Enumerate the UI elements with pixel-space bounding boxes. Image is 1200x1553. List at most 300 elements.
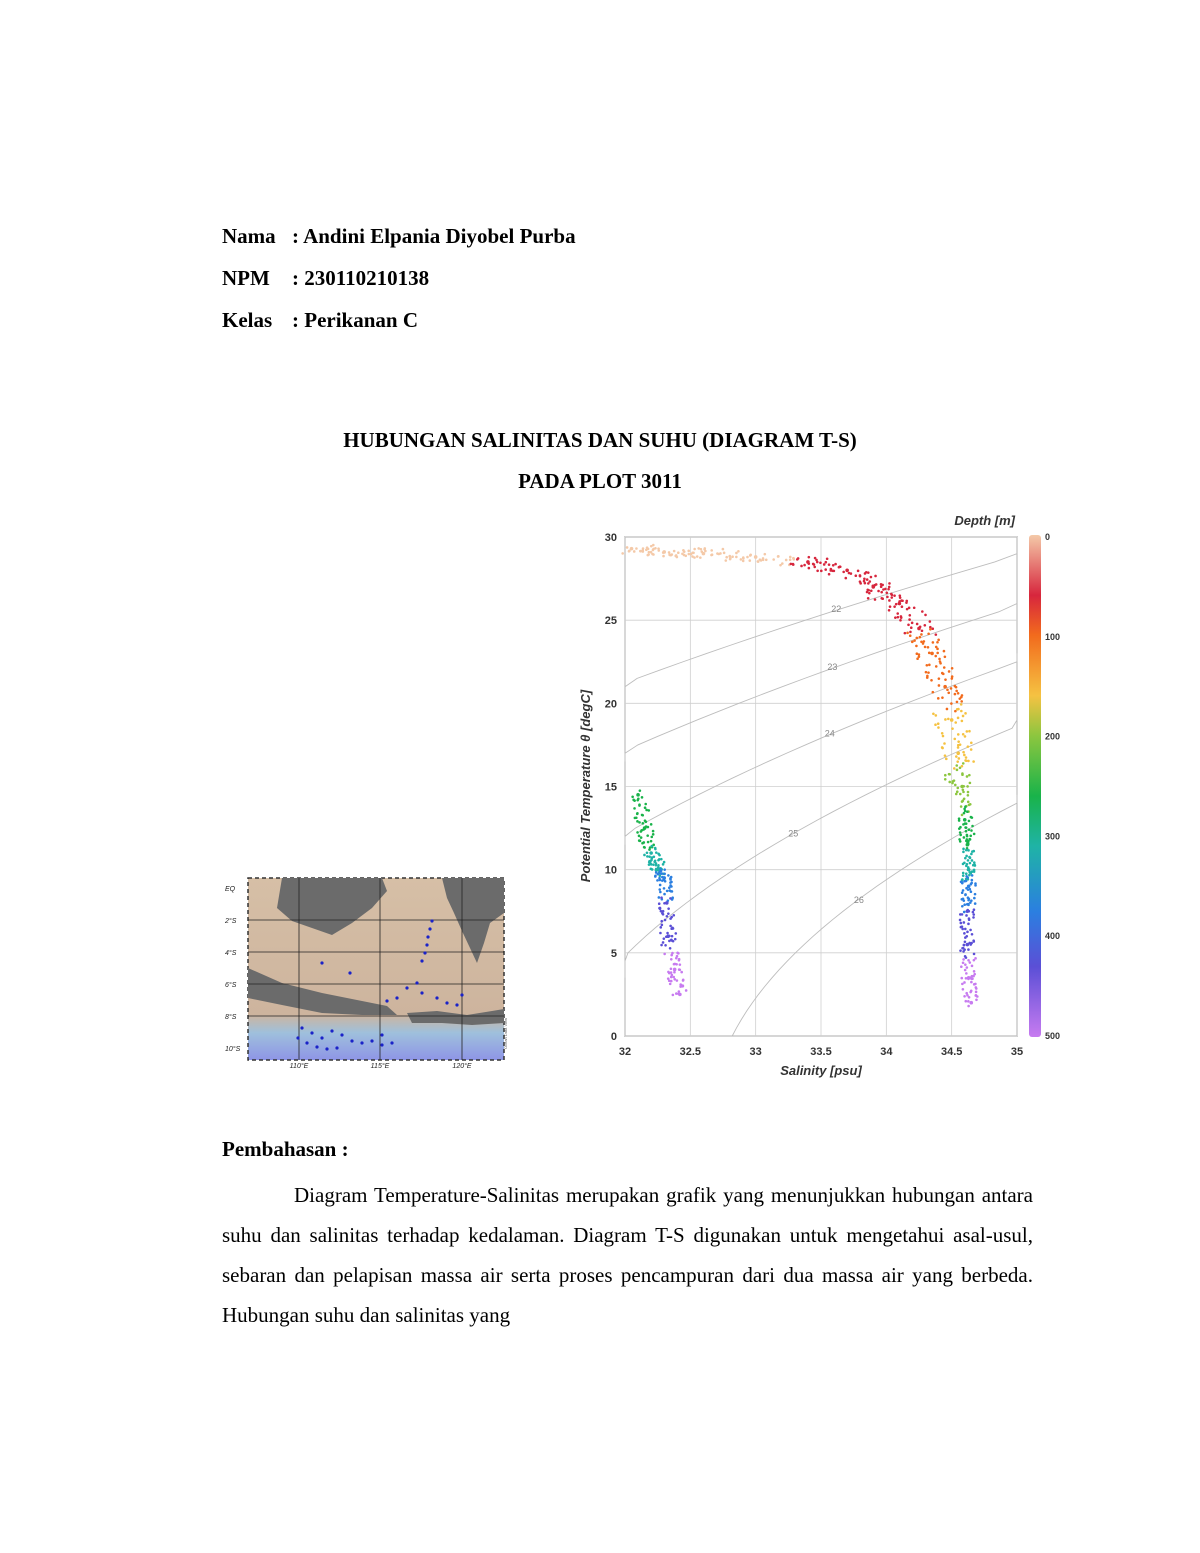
data-point xyxy=(926,664,929,667)
data-point xyxy=(659,879,662,882)
data-point xyxy=(941,696,944,699)
data-point xyxy=(932,641,935,644)
data-point xyxy=(950,702,953,705)
data-point xyxy=(924,614,927,617)
data-point xyxy=(677,551,680,554)
data-point xyxy=(966,785,969,788)
data-point xyxy=(962,947,965,950)
data-point xyxy=(956,701,959,704)
data-point xyxy=(828,563,831,566)
data-point xyxy=(662,863,665,866)
data-point xyxy=(932,712,935,715)
data-point xyxy=(962,889,965,892)
data-point xyxy=(670,927,673,930)
data-point xyxy=(968,996,971,999)
data-point xyxy=(760,559,763,562)
lat-label: 6°S xyxy=(225,982,237,989)
data-point xyxy=(950,718,954,722)
data-point xyxy=(973,833,976,836)
data-point xyxy=(660,896,663,899)
data-point xyxy=(973,970,976,973)
data-point xyxy=(675,963,678,966)
data-point xyxy=(655,851,658,854)
data-point xyxy=(866,578,869,581)
document-title-line2: PADA PLOT 3011 xyxy=(518,469,682,493)
data-point xyxy=(960,805,963,808)
data-point xyxy=(968,856,971,859)
data-point xyxy=(972,975,975,978)
data-point xyxy=(668,553,671,556)
data-point xyxy=(643,841,646,844)
data-point xyxy=(648,863,651,866)
data-point xyxy=(967,760,970,763)
data-point xyxy=(968,774,971,777)
data-point xyxy=(972,913,975,916)
data-point xyxy=(654,547,657,550)
data-point xyxy=(643,854,646,857)
data-point xyxy=(646,855,649,858)
data-point xyxy=(901,605,904,608)
data-point xyxy=(963,921,966,924)
data-point xyxy=(913,639,916,642)
data-point xyxy=(650,845,653,848)
data-point xyxy=(671,896,674,899)
data-point xyxy=(898,602,902,606)
data-point xyxy=(909,631,912,634)
data-point xyxy=(973,869,976,872)
data-point xyxy=(888,586,891,589)
data-point xyxy=(928,664,931,667)
data-point xyxy=(828,573,831,576)
data-point xyxy=(635,816,638,819)
data-point xyxy=(671,935,674,938)
data-point xyxy=(966,943,970,947)
data-point xyxy=(636,813,639,816)
info-label: NPM xyxy=(222,266,270,290)
data-point xyxy=(935,714,938,717)
data-point xyxy=(967,948,970,951)
data-point xyxy=(907,624,910,627)
x-tick-label: 35 xyxy=(1010,1046,1024,1058)
data-point xyxy=(877,590,880,593)
data-point xyxy=(772,558,775,561)
data-point xyxy=(959,834,962,837)
data-point xyxy=(631,795,634,798)
data-point xyxy=(655,862,658,865)
data-point xyxy=(663,872,666,875)
data-point xyxy=(800,565,803,568)
data-point xyxy=(961,814,964,817)
data-point xyxy=(927,646,930,649)
data-point xyxy=(950,687,953,690)
data-point xyxy=(669,877,672,880)
data-point xyxy=(673,963,676,966)
x-tick-label: 33.5 xyxy=(810,1046,832,1058)
data-point xyxy=(921,629,924,632)
data-point xyxy=(731,555,734,558)
data-point xyxy=(641,549,644,552)
data-point xyxy=(729,557,732,560)
data-point xyxy=(960,922,963,925)
data-point xyxy=(943,685,947,689)
data-point xyxy=(813,566,816,569)
data-point xyxy=(658,902,661,905)
data-point xyxy=(962,848,965,851)
data-point xyxy=(671,952,674,955)
data-point xyxy=(965,855,968,858)
data-point xyxy=(916,623,919,626)
data-point xyxy=(968,918,971,921)
data-point xyxy=(971,933,974,936)
data-point xyxy=(880,591,883,594)
data-point xyxy=(964,712,967,715)
data-point xyxy=(975,998,978,1001)
data-point xyxy=(959,831,962,834)
data-point xyxy=(687,550,690,553)
data-point xyxy=(676,556,679,559)
data-point xyxy=(666,890,669,893)
data-point xyxy=(722,548,725,551)
data-point xyxy=(962,950,965,953)
data-point xyxy=(893,594,896,597)
data-point xyxy=(704,550,707,553)
data-point xyxy=(813,563,816,566)
data-point xyxy=(779,564,782,567)
colorbar-tick-label: 400 xyxy=(1045,931,1060,942)
data-point xyxy=(637,797,640,800)
data-point xyxy=(906,632,909,635)
data-point xyxy=(832,564,835,567)
x-axis-label: Salinity [psu] xyxy=(780,1063,862,1078)
data-point xyxy=(658,896,661,899)
data-point xyxy=(931,627,934,630)
section-heading: Pembahasan : xyxy=(222,1137,349,1161)
data-point xyxy=(868,592,871,595)
data-point xyxy=(915,645,918,648)
data-point xyxy=(816,569,819,572)
data-point xyxy=(764,553,767,556)
data-point xyxy=(754,555,758,559)
data-point xyxy=(630,547,634,551)
data-point xyxy=(963,861,966,864)
data-point xyxy=(968,730,971,733)
data-point xyxy=(826,557,829,560)
data-point xyxy=(963,812,966,815)
data-point xyxy=(882,588,885,591)
data-point xyxy=(859,575,862,578)
data-point xyxy=(966,834,969,837)
colorbar-tick-label: 100 xyxy=(1045,631,1060,642)
data-point xyxy=(955,764,958,767)
data-point xyxy=(942,735,945,738)
data-point xyxy=(641,796,644,799)
data-point xyxy=(960,785,964,789)
info-label: Nama xyxy=(222,224,276,248)
x-tick-label: 34.5 xyxy=(940,1046,963,1058)
data-point xyxy=(971,859,974,862)
data-point xyxy=(670,885,673,888)
data-point xyxy=(934,655,937,658)
data-point xyxy=(947,718,950,721)
lon-label: 110°E xyxy=(289,1063,309,1068)
data-point xyxy=(951,667,954,670)
data-point xyxy=(960,710,963,713)
data-point xyxy=(725,556,728,559)
data-point xyxy=(889,605,892,608)
data-point xyxy=(975,991,978,994)
y-axis-label: Potential Temperature θ [degC] xyxy=(578,689,593,883)
data-point xyxy=(888,599,891,602)
data-point xyxy=(669,925,672,928)
lat-label: 2°S xyxy=(225,918,237,925)
data-point xyxy=(663,953,666,956)
data-point xyxy=(962,751,965,754)
data-point xyxy=(867,597,870,600)
data-point xyxy=(963,903,966,906)
data-point xyxy=(961,772,964,775)
data-point xyxy=(859,582,862,585)
data-point xyxy=(854,574,857,577)
data-point xyxy=(906,608,909,611)
data-point xyxy=(961,925,964,928)
data-point xyxy=(956,790,959,793)
data-point xyxy=(918,655,921,658)
data-point xyxy=(963,981,966,984)
data-point xyxy=(662,550,666,554)
data-point xyxy=(959,919,962,922)
data-point xyxy=(670,890,673,893)
data-point xyxy=(964,894,967,897)
data-point xyxy=(908,618,911,621)
data-point xyxy=(644,806,647,809)
data-point xyxy=(967,859,970,862)
x-tick-label: 32.5 xyxy=(679,1046,702,1058)
data-point xyxy=(677,952,680,955)
data-point xyxy=(881,584,884,587)
data-point xyxy=(937,726,940,729)
data-point xyxy=(943,666,946,669)
data-point xyxy=(963,932,966,935)
data-point xyxy=(967,849,970,852)
data-point xyxy=(972,916,975,919)
data-point xyxy=(971,825,974,828)
data-point xyxy=(659,926,662,929)
data-point xyxy=(674,932,677,935)
data-point xyxy=(967,885,971,889)
colorbar-label: Depth [m] xyxy=(954,513,1015,528)
data-point xyxy=(970,853,973,856)
data-point xyxy=(647,809,650,812)
data-point xyxy=(895,603,898,606)
data-point xyxy=(638,835,641,838)
data-point xyxy=(971,978,974,981)
section-paragraph: Diagram Temperature-Salinitas merupakan grafik yang menunjukkan hubungan antara suhu dan salinitas terhadap kedalaman. Diagram T-S digunakan untuk mengetahui asal-usul, sebaran dan pelapisan massa air serta proses pencampuran dari dua massa air yang berbeda. Hubungan suhu dan salinitas yang xyxy=(222,1183,1033,1327)
data-point xyxy=(652,549,655,552)
data-point xyxy=(864,582,867,585)
data-point xyxy=(964,857,967,860)
data-point xyxy=(967,745,970,748)
data-point xyxy=(651,868,654,871)
data-point xyxy=(636,831,639,834)
data-point xyxy=(948,781,951,784)
data-point xyxy=(687,553,690,556)
density-contour-label: 24 xyxy=(824,728,835,739)
y-tick-label: 25 xyxy=(604,615,617,628)
data-point xyxy=(963,818,967,822)
data-point xyxy=(971,879,974,882)
info-row-npm xyxy=(222,266,429,291)
data-point xyxy=(970,990,973,993)
colorbar-tick-label: 300 xyxy=(1045,831,1060,842)
data-point xyxy=(871,585,875,589)
data-point xyxy=(863,577,866,580)
data-point xyxy=(824,568,827,571)
data-point xyxy=(905,601,908,604)
data-point xyxy=(944,778,947,781)
data-point xyxy=(957,746,960,749)
data-point xyxy=(954,784,957,787)
data-point xyxy=(661,924,664,927)
data-point xyxy=(638,804,641,807)
data-point xyxy=(924,624,927,627)
data-point xyxy=(649,851,653,855)
data-point xyxy=(899,596,902,599)
data-point xyxy=(681,552,684,555)
data-point xyxy=(844,577,847,580)
data-point xyxy=(834,563,837,566)
data-point xyxy=(666,932,669,935)
density-contour-label: 26 xyxy=(853,894,864,905)
data-point xyxy=(971,965,974,968)
data-point xyxy=(971,850,974,853)
data-point xyxy=(663,868,666,871)
data-point xyxy=(969,888,972,891)
data-point xyxy=(973,897,976,900)
data-point xyxy=(691,552,694,555)
data-point xyxy=(824,561,827,564)
data-point xyxy=(956,769,959,772)
map-lat-labels xyxy=(224,886,241,1053)
data-point xyxy=(742,560,745,563)
data-point xyxy=(647,553,650,556)
data-point xyxy=(937,722,940,725)
data-point xyxy=(938,684,941,687)
data-point xyxy=(962,791,965,794)
data-point xyxy=(626,546,629,549)
data-point xyxy=(958,757,961,760)
data-point xyxy=(948,773,951,776)
data-point xyxy=(808,567,811,570)
data-point xyxy=(735,556,738,559)
map-lon-labels xyxy=(290,1062,472,1068)
data-point xyxy=(803,564,806,567)
data-point xyxy=(971,816,974,819)
data-point xyxy=(964,1000,967,1003)
data-point xyxy=(658,888,661,891)
data-point xyxy=(897,616,900,619)
data-point xyxy=(958,838,961,841)
data-point xyxy=(970,981,973,984)
colorbar-tick-label: 0 xyxy=(1045,532,1051,542)
data-point xyxy=(959,793,962,796)
data-point xyxy=(973,908,976,911)
data-point xyxy=(971,874,974,877)
data-point xyxy=(966,810,969,813)
data-point xyxy=(670,971,673,974)
data-point xyxy=(936,652,939,655)
data-point xyxy=(678,958,681,961)
data-point xyxy=(970,741,973,744)
data-point xyxy=(958,827,961,830)
data-point xyxy=(796,558,799,561)
data-point xyxy=(909,634,912,637)
data-point xyxy=(650,545,653,548)
data-point xyxy=(864,572,867,575)
data-point xyxy=(944,754,947,757)
data-point xyxy=(678,968,681,971)
data-point xyxy=(874,575,877,578)
data-point xyxy=(710,549,713,552)
data-point xyxy=(964,940,967,943)
data-point xyxy=(678,993,682,997)
data-point xyxy=(943,650,946,653)
data-point xyxy=(659,891,662,894)
data-point xyxy=(670,881,673,884)
data-point xyxy=(663,937,666,940)
data-point xyxy=(666,934,670,938)
data-point xyxy=(967,794,970,797)
data-point xyxy=(960,696,963,699)
data-point xyxy=(970,829,973,832)
data-point xyxy=(968,828,971,831)
data-point xyxy=(951,782,954,785)
data-point xyxy=(866,591,869,594)
info-value: : Perikanan C xyxy=(292,308,418,332)
data-point xyxy=(651,553,654,556)
data-point xyxy=(930,652,934,656)
data-point xyxy=(867,571,870,574)
data-point xyxy=(962,961,965,964)
data-point xyxy=(967,976,971,980)
data-point xyxy=(675,992,678,995)
data-point xyxy=(621,552,624,555)
data-point xyxy=(916,652,919,655)
data-point xyxy=(678,990,681,993)
data-point xyxy=(789,558,792,561)
data-point xyxy=(904,632,907,635)
data-point xyxy=(899,619,902,622)
data-point xyxy=(900,616,903,619)
data-point xyxy=(969,838,972,841)
data-point xyxy=(642,822,645,825)
data-point xyxy=(969,1001,973,1005)
data-point xyxy=(964,969,967,972)
data-point xyxy=(965,756,968,759)
data-point xyxy=(913,606,916,609)
data-point xyxy=(693,556,696,559)
data-point xyxy=(965,880,968,883)
data-point xyxy=(693,548,696,551)
data-point xyxy=(633,807,636,810)
data-point xyxy=(652,833,655,836)
data-point xyxy=(967,1000,970,1003)
data-point xyxy=(650,840,653,843)
data-point xyxy=(891,594,894,597)
data-point xyxy=(749,554,752,557)
data-point xyxy=(652,830,655,833)
data-point xyxy=(961,905,964,908)
data-point xyxy=(966,903,969,906)
